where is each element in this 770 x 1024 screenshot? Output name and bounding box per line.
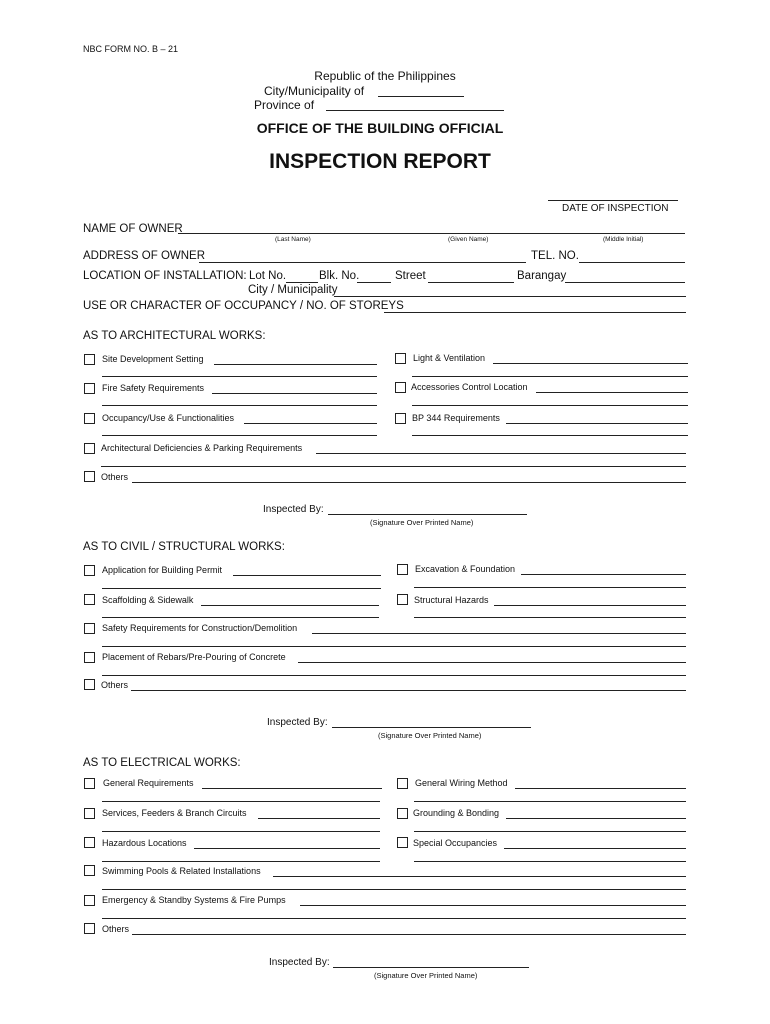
architectural-others-field[interactable] xyxy=(132,482,686,483)
architectural-inspected-by-label: Inspected By: xyxy=(263,504,324,515)
services-feeders-label: Services, Feeders & Branch Circuits xyxy=(102,808,247,818)
street-label: Street xyxy=(395,270,426,282)
light-ventilation-label: Light & Ventilation xyxy=(413,353,486,363)
accessories-control-field[interactable] xyxy=(536,392,688,393)
services-feeders-field[interactable] xyxy=(258,818,380,819)
excavation-field-2[interactable] xyxy=(414,587,686,588)
electrical-others-label: Others xyxy=(102,924,130,934)
emergency-standby-field[interactable] xyxy=(300,905,686,906)
hazardous-locations-label: Hazardous Locations xyxy=(102,838,187,848)
safety-requirements-field[interactable] xyxy=(312,633,686,634)
page-title: INSPECTION REPORT xyxy=(269,150,491,173)
rebars-placement-checkbox[interactable] xyxy=(84,652,95,663)
last-name-caption: (Last Name) xyxy=(275,236,311,243)
street-field[interactable] xyxy=(428,282,514,283)
swimming-pools-label: Swimming Pools & Related Installations xyxy=(102,866,261,876)
scaffolding-field-2[interactable] xyxy=(102,617,379,618)
grounding-bonding-checkbox[interactable] xyxy=(397,808,408,819)
scaffolding-field[interactable] xyxy=(201,605,379,606)
owner-address-field[interactable] xyxy=(199,262,526,263)
site-development-field[interactable] xyxy=(214,364,377,365)
general-requirements-checkbox[interactable] xyxy=(84,778,95,789)
bp344-label: BP 344 Requirements xyxy=(412,413,500,423)
scaffolding-label: Scaffolding & Sidewalk xyxy=(102,595,194,605)
date-field[interactable] xyxy=(548,200,678,201)
hazardous-locations-checkbox[interactable] xyxy=(84,837,95,848)
fire-safety-checkbox[interactable] xyxy=(84,383,95,394)
city-municipality-field[interactable] xyxy=(334,296,686,297)
occupancy-use-field[interactable] xyxy=(244,423,377,424)
electrical-others-field[interactable] xyxy=(132,934,686,935)
occupancy-use-label: Occupancy/Use & Functionalities xyxy=(102,413,235,423)
building-permit-checkbox[interactable] xyxy=(84,565,95,576)
general-requirements-field-2[interactable] xyxy=(102,801,380,802)
special-occupancies-label: Special Occupancies xyxy=(413,838,498,848)
bp344-field-2[interactable] xyxy=(412,435,688,436)
rebars-placement-label: Placement of Rebars/Pre-Pouring of Concrete xyxy=(102,652,286,662)
electrical-signature-field[interactable] xyxy=(333,967,529,968)
occupancy-field[interactable] xyxy=(384,312,686,313)
emergency-standby-label: Emergency & Standby Systems & Fire Pumps xyxy=(102,895,286,905)
tel-field[interactable] xyxy=(579,262,685,263)
accessories-control-field-2[interactable] xyxy=(412,405,688,406)
structural-hazards-label: Structural Hazards xyxy=(414,595,489,605)
civil-signature-field[interactable] xyxy=(332,727,531,728)
form-number: NBC FORM NO. B – 21 xyxy=(83,44,179,54)
city-municipality-label: City / Municipality xyxy=(248,284,338,296)
special-occupancies-field[interactable] xyxy=(504,848,686,849)
owner-name-label: NAME OF OWNER xyxy=(83,223,183,235)
services-feeders-checkbox[interactable] xyxy=(84,808,95,819)
barangay-label: Barangay xyxy=(517,270,567,282)
accessories-control-checkbox[interactable] xyxy=(395,382,406,393)
special-occupancies-checkbox[interactable] xyxy=(397,837,408,848)
architectural-deficiencies-field-2[interactable] xyxy=(101,466,686,467)
site-development-label: Site Development Setting xyxy=(102,354,204,364)
hazardous-locations-field-2[interactable] xyxy=(102,861,380,862)
owner-name-field[interactable] xyxy=(178,233,685,234)
grounding-bonding-field[interactable] xyxy=(506,818,686,819)
rebars-placement-field[interactable] xyxy=(298,662,686,663)
given-name-caption: (Given Name) xyxy=(448,236,489,243)
accessories-control-label: Accessories Control Location xyxy=(411,382,528,392)
occupancy-use-checkbox[interactable] xyxy=(84,413,95,424)
barangay-field[interactable] xyxy=(565,282,685,283)
architectural-others-checkbox[interactable] xyxy=(84,471,95,482)
special-occupancies-field-2[interactable] xyxy=(414,861,686,862)
building-permit-field-2[interactable] xyxy=(102,588,381,589)
lot-field[interactable] xyxy=(286,282,318,283)
civil-heading: AS TO CIVIL / STRUCTURAL WORKS: xyxy=(83,541,285,553)
blk-field[interactable] xyxy=(357,282,391,283)
building-permit-field[interactable] xyxy=(233,575,381,576)
civil-others-field[interactable] xyxy=(131,690,686,691)
hazardous-locations-field[interactable] xyxy=(194,848,380,849)
general-wiring-checkbox[interactable] xyxy=(397,778,408,789)
republic-text: Republic of the Philippines xyxy=(314,69,456,83)
excavation-label: Excavation & Foundation xyxy=(415,564,516,574)
site-development-field-2[interactable] xyxy=(102,376,377,377)
owner-address-label: ADDRESS OF OWNER xyxy=(83,250,206,262)
architectural-deficiencies-label: Architectural Deficiencies & Parking Requirements xyxy=(101,443,303,453)
electrical-others-checkbox[interactable] xyxy=(84,923,95,934)
architectural-signature-caption: (Signature Over Printed Name) xyxy=(370,518,474,527)
structural-hazards-checkbox[interactable] xyxy=(397,594,408,605)
rebars-placement-field-2[interactable] xyxy=(102,675,686,676)
city-field[interactable] xyxy=(378,96,464,97)
blk-label: Blk. No. xyxy=(319,270,360,282)
bp344-checkbox[interactable] xyxy=(395,413,406,424)
emergency-standby-checkbox[interactable] xyxy=(84,895,95,906)
electrical-signature-caption: (Signature Over Printed Name) xyxy=(374,971,478,980)
general-wiring-field-2[interactable] xyxy=(414,801,686,802)
office-title: OFFICE OF THE BUILDING OFFICIAL xyxy=(256,120,504,136)
safety-requirements-field-2[interactable] xyxy=(102,646,686,647)
excavation-checkbox[interactable] xyxy=(397,564,408,575)
lot-label: Lot No. xyxy=(249,270,287,282)
emergency-standby-field-2[interactable] xyxy=(102,918,686,919)
site-development-checkbox[interactable] xyxy=(84,354,95,365)
swimming-pools-field[interactable] xyxy=(273,876,686,877)
scaffolding-checkbox[interactable] xyxy=(84,594,95,605)
structural-hazards-field[interactable] xyxy=(494,605,686,606)
tel-label: TEL. NO. xyxy=(531,250,579,262)
fire-safety-field[interactable] xyxy=(212,393,377,394)
structural-hazards-field-2[interactable] xyxy=(414,617,686,618)
swimming-pools-checkbox[interactable] xyxy=(84,865,95,876)
civil-inspected-by-label: Inspected By: xyxy=(267,717,328,728)
electrical-heading: AS TO ELECTRICAL WORKS: xyxy=(83,757,241,769)
excavation-field[interactable] xyxy=(521,574,686,575)
services-feeders-field-2[interactable] xyxy=(102,831,380,832)
date-label: DATE OF INSPECTION xyxy=(562,203,669,214)
civil-others-checkbox[interactable] xyxy=(84,679,95,690)
electrical-inspected-by-label: Inspected By: xyxy=(269,957,330,968)
province-label: Province of xyxy=(254,98,315,112)
civil-others-label: Others xyxy=(101,680,129,690)
architectural-signature-field[interactable] xyxy=(328,514,527,515)
building-permit-label: Application for Building Permit xyxy=(102,565,223,575)
light-ventilation-checkbox[interactable] xyxy=(395,353,406,364)
light-ventilation-field[interactable] xyxy=(493,363,688,364)
architectural-heading: AS TO ARCHITECTURAL WORKS: xyxy=(83,330,266,342)
general-requirements-label: General Requirements xyxy=(103,778,194,788)
fire-safety-label: Fire Safety Requirements xyxy=(102,383,205,393)
occupancy-label: USE OR CHARACTER OF OCCUPANCY / NO. OF STOREYS xyxy=(83,300,404,312)
bp344-field[interactable] xyxy=(506,423,688,424)
location-label: LOCATION OF INSTALLATION: xyxy=(83,270,247,282)
safety-requirements-label: Safety Requirements for Construction/Demolition xyxy=(102,623,298,633)
swimming-pools-field-2[interactable] xyxy=(102,889,686,890)
civil-signature-caption: (Signature Over Printed Name) xyxy=(378,731,482,740)
general-wiring-label: General Wiring Method xyxy=(415,778,508,788)
safety-requirements-checkbox[interactable] xyxy=(84,623,95,634)
occupancy-use-field-2[interactable] xyxy=(102,435,377,436)
city-label: City/Municipality of xyxy=(264,84,365,98)
province-field[interactable] xyxy=(326,110,504,111)
general-wiring-field[interactable] xyxy=(515,788,686,789)
light-ventilation-field-2[interactable] xyxy=(412,376,688,377)
fire-safety-field-2[interactable] xyxy=(102,405,377,406)
architectural-deficiencies-field[interactable] xyxy=(316,453,686,454)
grounding-bonding-field-2[interactable] xyxy=(414,831,686,832)
architectural-others-label: Others xyxy=(101,472,129,482)
general-requirements-field[interactable] xyxy=(202,788,382,789)
architectural-deficiencies-checkbox[interactable] xyxy=(84,443,95,454)
grounding-bonding-label: Grounding & Bonding xyxy=(413,808,500,818)
middle-initial-caption: (Middle Initial) xyxy=(603,236,644,243)
